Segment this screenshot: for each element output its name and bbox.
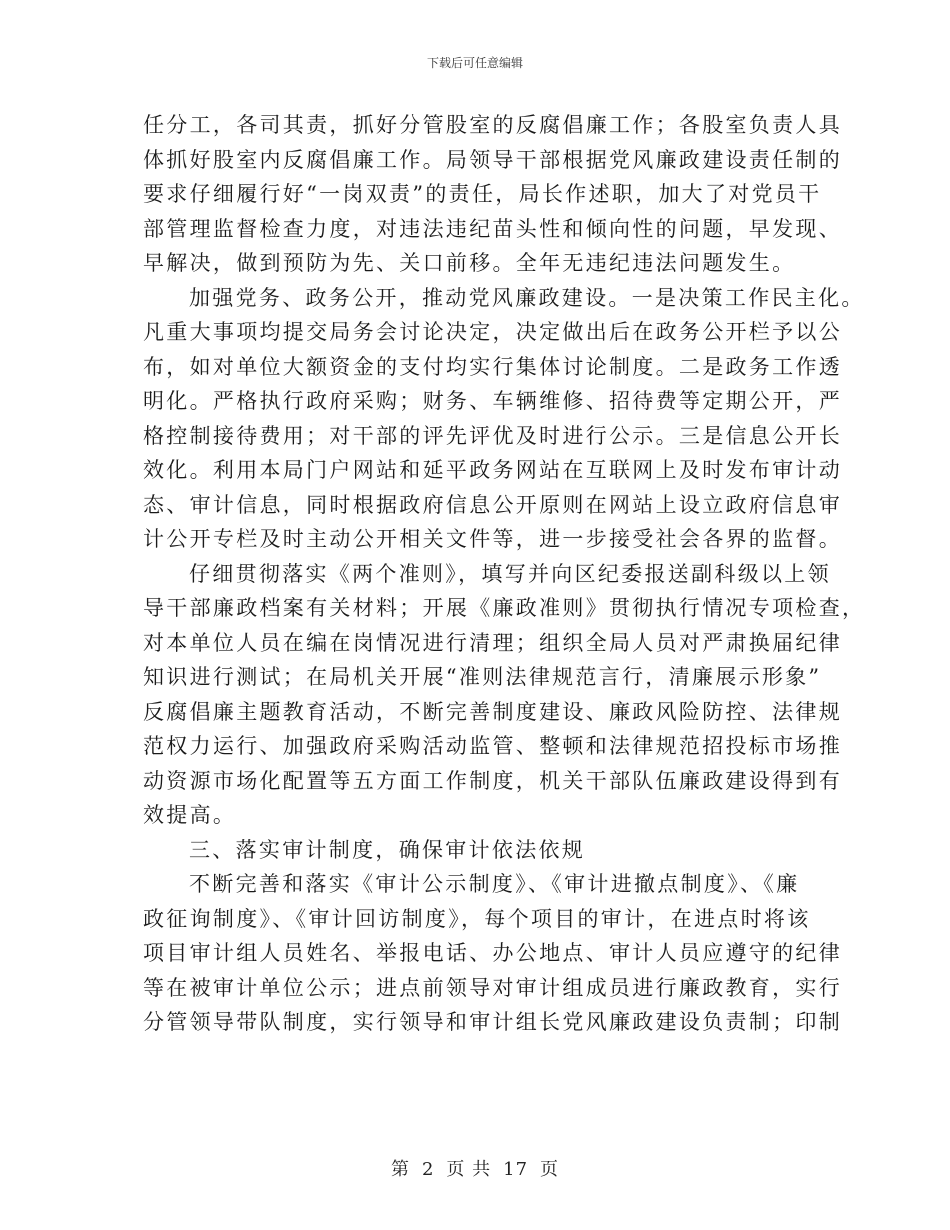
footer-page-number: 2: [421, 1159, 435, 1180]
text-line: 范权力运行、加强政府采购活动监管、整顿和法律规范招投标市场推: [143, 734, 842, 758]
text-line: 反腐倡廉主题教育活动，不断完善制度建设、廉政风险防控、法律规: [143, 699, 842, 724]
footer-prefix: 第: [390, 1159, 410, 1180]
text-line: 政征询制度》、《审计回访制度》，每个项目的审计，在进点时将该: [143, 906, 811, 931]
text-line: 态、审计信息，同时根据政府信息公开原则在网站上设立政府信息审: [143, 492, 842, 517]
text-line: 等在被审计单位公示；进点前领导对审计组成员进行廉政教育，实行: [143, 975, 842, 1000]
text-line: 分管领导带队制度，实行领导和审计组长党风廉政建设负责制；印制: [143, 1010, 842, 1034]
text-line: 知识进行测试；在局机关开展“准则法律规范言行，清廉展示形象”: [143, 665, 822, 689]
text-line: 导干部廉政档案有关材料；开展《廉政准则》贯彻执行情况专项检查，: [143, 596, 866, 620]
text-line: 动资源市场化配置等五方面工作制度，机关干部队伍廉政建设得到有: [143, 768, 842, 793]
text-line: 加强党务、政务公开，推动党风廉政建设。一是决策工作民主化。: [189, 285, 865, 310]
document-body: [143, 108, 866, 1040]
text-line: 仔细贯彻落实《两个准则》，填写并向区纪委报送副科级以上领: [189, 561, 831, 586]
text-line: 格控制接待费用；对干部的评先评优及时进行公示。三是信息公开长: [143, 423, 842, 448]
footer-suffix: 页: [540, 1159, 560, 1180]
text-line: 项目审计组人员姓名、举报电话、办公地点、审计人员应遵守的纪律: [143, 941, 842, 965]
text-line: 部管理监督检查力度，对违法违纪苗头性和倾向性的问题，早发现、: [143, 216, 842, 241]
text-line: 计公开专栏及时主动公开相关文件等，进一步接受社会各界的监督。: [143, 527, 842, 551]
page-header-note: 下载后可任意编辑: [426, 56, 523, 70]
text-line: 三、落实审计制度，确保审计依法依规: [189, 837, 586, 862]
text-line: 明化。严格执行政府采购；财务、车辆维修、招待费等定期公开，严: [143, 389, 842, 413]
text-line: 任分工，各司其责，抓好分管股室的反腐倡廉工作；各股室负责人具: [143, 113, 842, 137]
text-line: 布，如对单位大额资金的支付均实行集体讨论制度。二是政务工作透: [143, 354, 842, 379]
text-line: 不断完善和落实《审计公示制度》、《审计进撤点制度》、《廉: [189, 872, 800, 896]
footer-total-pages: 17: [503, 1159, 529, 1180]
text-line: 要求仔细履行好“一岗双责”的责任，局长作述职，加大了对党员干: [143, 182, 822, 206]
text-line: 早解决，做到预防为先、关口前移。全年无违纪违法问题发生。: [143, 251, 796, 275]
text-line: 对本单位人员在编在岗情况进行清理；组织全局人员对严肃换届纪律: [143, 630, 842, 655]
text-line: 体抓好股室内反腐倡廉工作。局领导干部根据党风廉政建设责任制的: [143, 147, 842, 172]
text-line: 效提高。: [143, 803, 237, 827]
text-line: 凡重大事项均提交局务会讨论决定，决定做出后在政务公开栏予以公: [143, 320, 842, 344]
footer-middle: 页 共: [446, 1159, 492, 1180]
page-footer: [0, 1155, 950, 1181]
text-line: 效化。利用本局门户网站和延平政务网站在互联网上及时发布审计动: [143, 458, 842, 482]
